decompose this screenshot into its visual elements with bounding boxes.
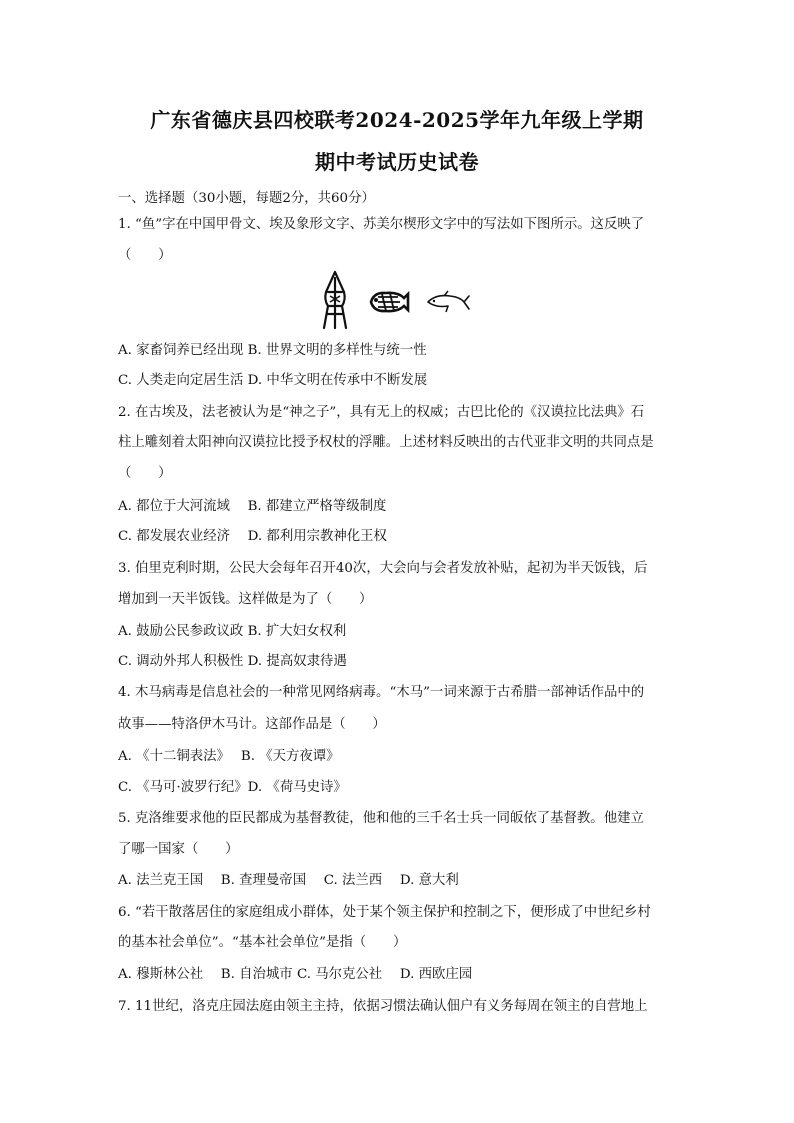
q2-option-line-2: C. 都发展农业经济 D. 都利用宗教神化王权 bbox=[118, 529, 387, 544]
q3-option-line-2: C. 调动外邦人积极性 D. 提高奴隶待遇 bbox=[118, 654, 347, 669]
q6-option-line-1: A. 穆斯林公社 B. 自治城市 C. 马尔克公社 D. 西欧庄园 bbox=[118, 967, 473, 982]
q2-option-line-1: A. 都位于大河流域 B. 都建立严格等级制度 bbox=[118, 499, 387, 514]
q3-stem-line-2: 增加到一天半饭钱。这样做是为了（ ） bbox=[118, 592, 373, 607]
q5-option-line-1: A. 法兰克王国 B. 查理曼帝国 C. 法兰西 D. 意大利 bbox=[118, 873, 459, 888]
egyptian-hieroglyph-fish-glyph bbox=[368, 288, 410, 316]
q4-option-line-2: C. 《马可·波罗行纪》D. 《荷马史诗》 bbox=[118, 780, 347, 795]
sumerian-cuneiform-fish-glyph bbox=[426, 290, 470, 314]
q4-option-line-1: A. 《十二铜表法》 B. 《天方夜谭》 bbox=[118, 749, 340, 764]
q1-stem-line-2: （ ） bbox=[118, 248, 172, 263]
q5-stem-line-2: 了哪一国家（ ） bbox=[118, 842, 239, 857]
q7-stem-line-1: 7. 11世纪，洛克庄园法庭由领主主持，依据习惯法确认佃户有义务每周在领主的自营地上 bbox=[118, 999, 648, 1014]
fish-character-figure bbox=[318, 270, 478, 334]
q2-stem-line-3: （ ） bbox=[118, 466, 172, 481]
exam-title-line-2: 期中考试历史试卷 bbox=[315, 150, 479, 174]
q4-stem-line-1: 4. 木马病毒是信息社会的一种常见网络病毒。“木马”一词来源于古希腊一部神话作品中的 bbox=[118, 685, 645, 700]
q5-stem-line-1: 5. 克洛维要求他的臣民都成为基督教徒，他和他的三千名士兵一同皈依了基督教。他建立 bbox=[118, 811, 644, 826]
q3-stem-line-1: 3. 伯里克利时期，公民大会每年召开40次，大会向与会者发放补贴，起初为半天饭钱，后 bbox=[118, 561, 648, 576]
q3-option-line-1: A. 鼓励公民参政议政 B. 扩大妇女权利 bbox=[118, 624, 347, 639]
q1-stem-line-1: 1. “鱼”字在中国甲骨文、埃及象形文字、苏美尔楔形文字中的写法如下图所示。这反映了 bbox=[118, 217, 645, 232]
q2-stem-line-2: 柱上雕刻着太阳神向汉谟拉比授予权杖的浮雕。上述材料反映出的古代亚非文明的共同点是 bbox=[118, 435, 654, 450]
q2-stem-line-1: 2. 在古埃及，法老被认为是“神之子”，具有无上的权威；古巴比伦的《汉谟拉比法典》石 bbox=[118, 405, 645, 420]
q1-option-line-1: A. 家畜饲养已经出现 B. 世界文明的多样性与统一性 bbox=[118, 343, 427, 358]
exam-title-line-1: 广东省德庆县四校联考2024-2025学年九年级上学期 bbox=[150, 108, 644, 132]
q1-option-line-2: C. 人类走向定居生活 D. 中华文明在传承中不断发展 bbox=[118, 373, 428, 388]
q6-stem-line-2: 的基本社会单位”。“基本社会单位”是指（ ） bbox=[118, 935, 407, 950]
oracle-bone-fish-glyph bbox=[318, 270, 352, 332]
q6-stem-line-1: 6. “若干散落居住的家庭组成小群体，处于某个领主保护和控制之下，便形成了中世纪乡村 bbox=[118, 905, 651, 920]
section-heading: 一、选择题（30小题，每题2分，共60分） bbox=[118, 191, 375, 206]
q4-stem-line-2: 故事——特洛伊木马计。这部作品是（ ） bbox=[118, 717, 386, 732]
